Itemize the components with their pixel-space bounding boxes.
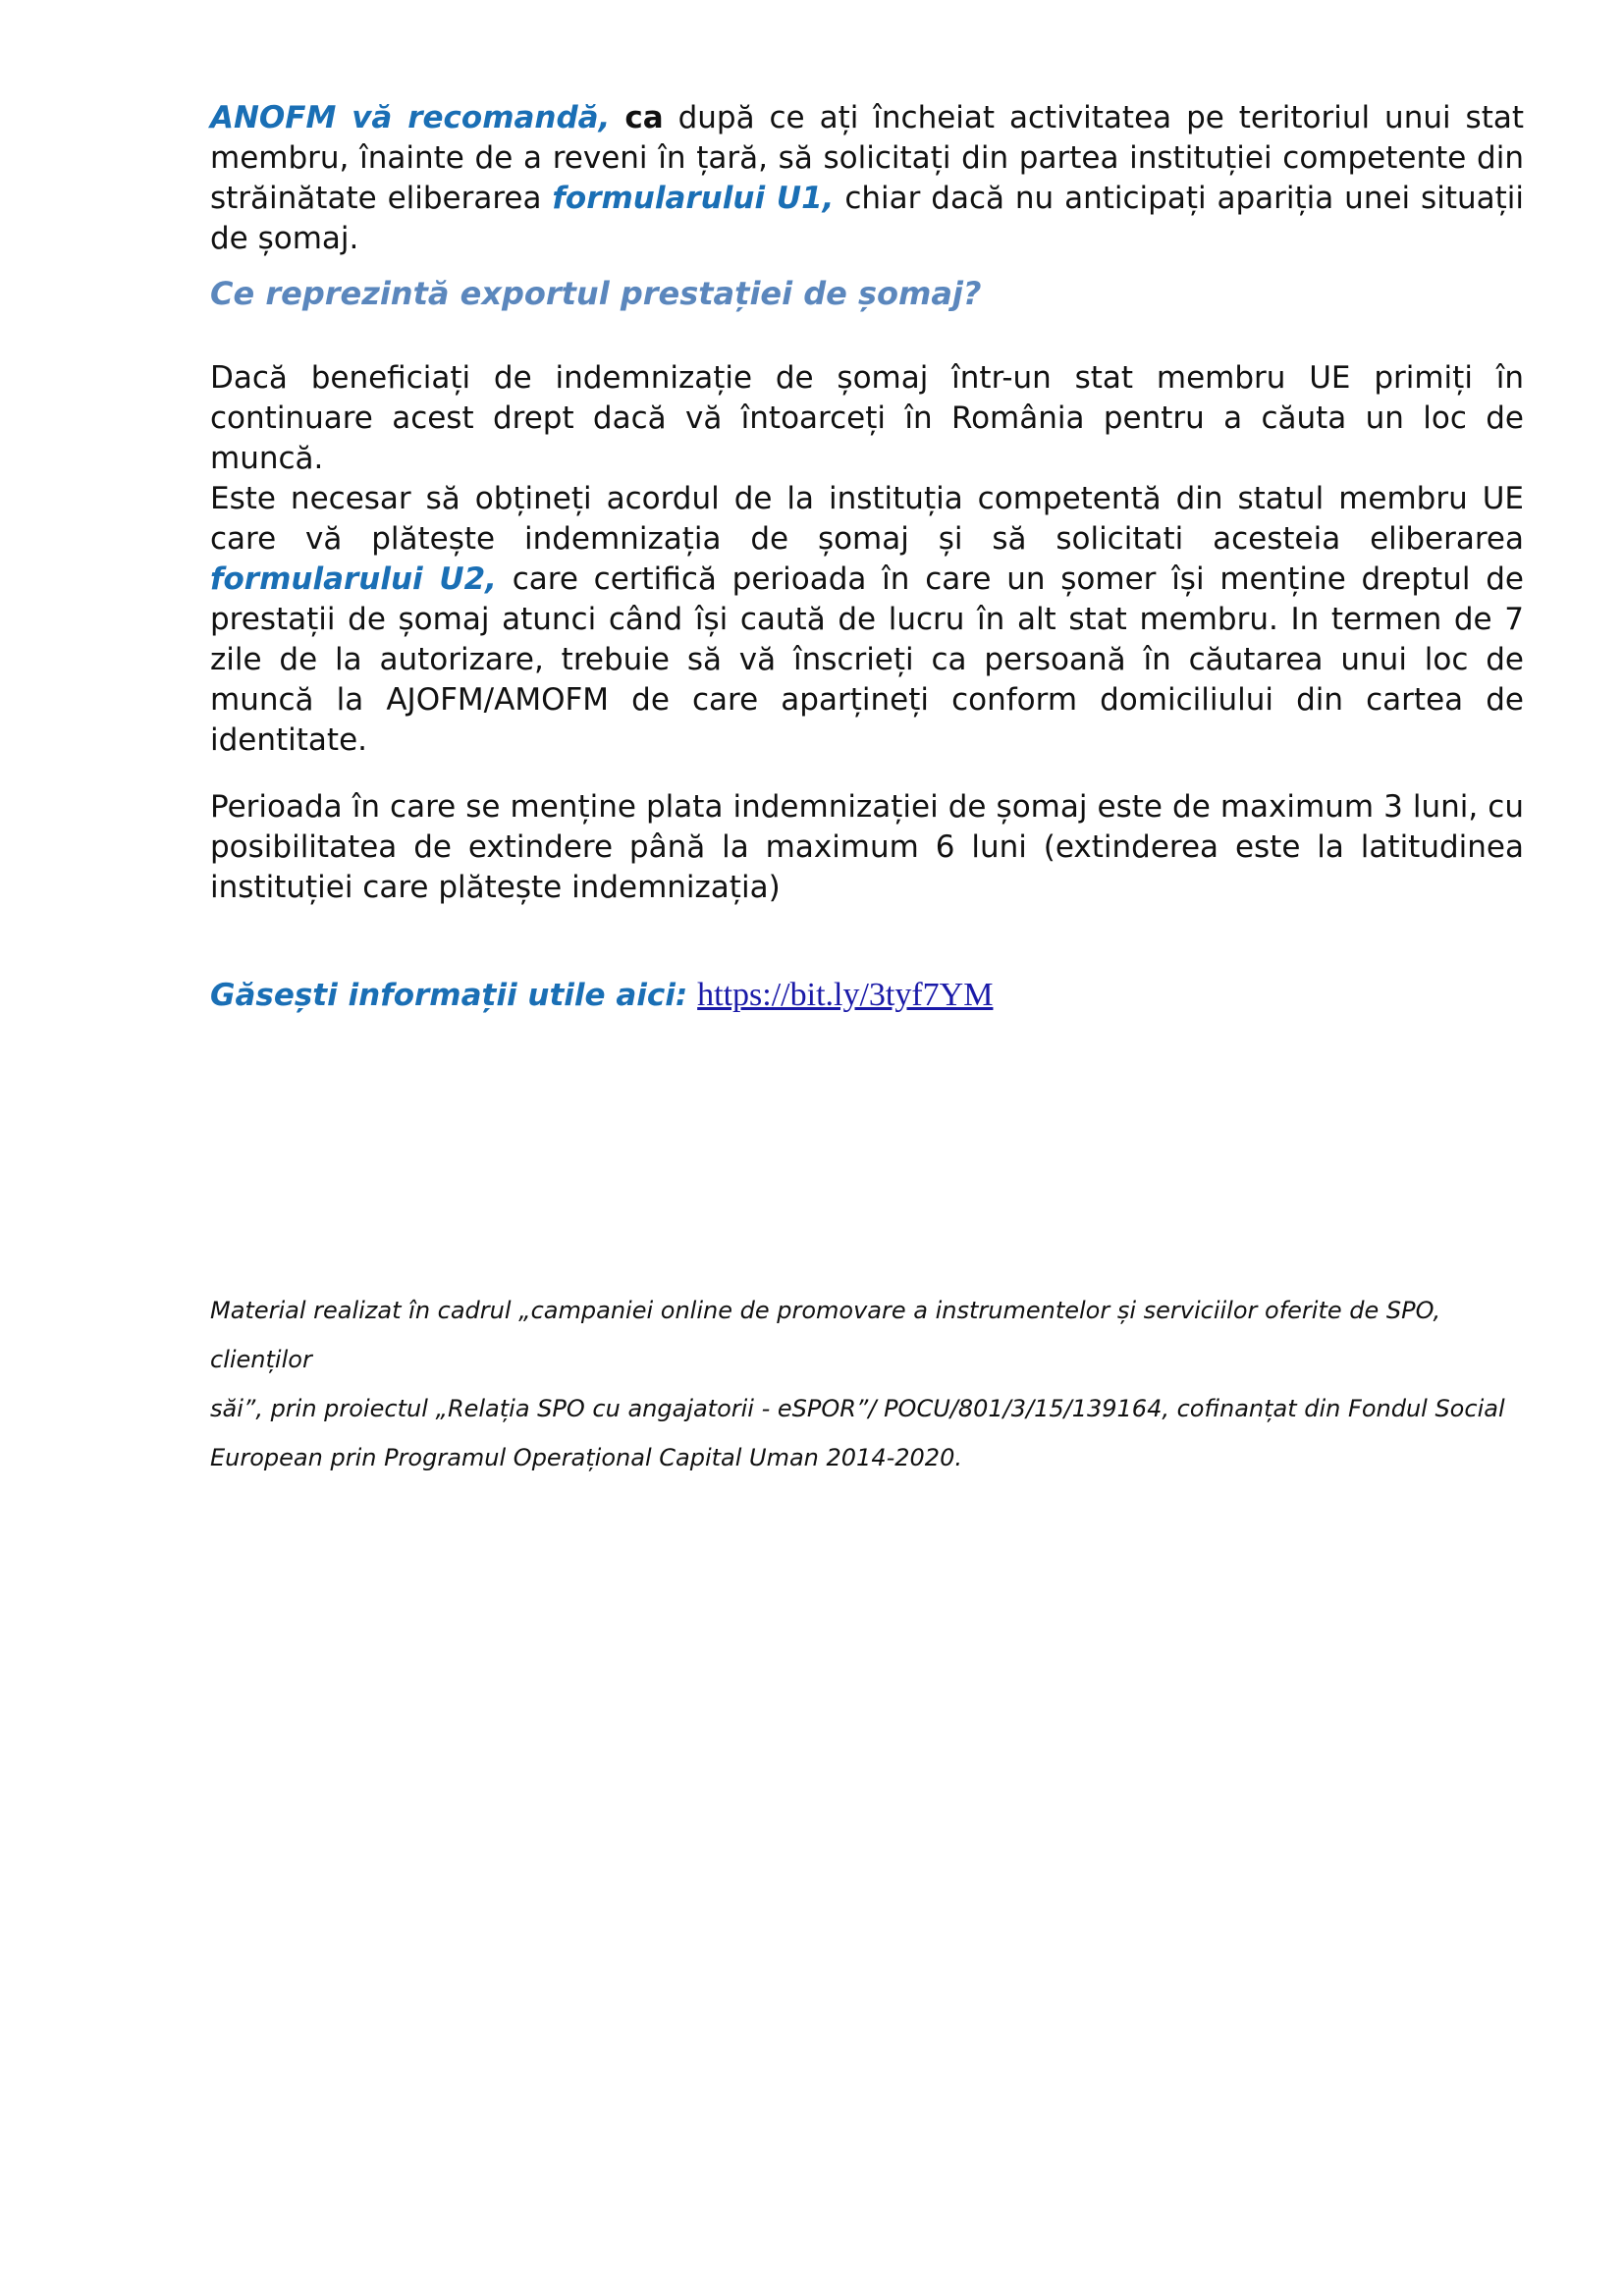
useful-info-line (210, 975, 1524, 1016)
useful-info-label: Găsești informații utile aici: (210, 978, 688, 1013)
para2-text-1: Este necesar să obțineți acordul de la instituția competentă din statul membru UE care vă plătește indemnizația de șomaj și să solicitati acesteia eliberarea (210, 481, 1524, 557)
intro-paragraph (210, 98, 1524, 259)
paragraph-benefit-period: Perioada în care se menține plata indemnizației de șomaj este de maximum 3 luni, cu posibilitatea de extindere până la maximum 6 luni (extinderea este la latitudinea instituției care plătește indemnizația) (210, 789, 1524, 905)
intro-ca: ca (624, 100, 664, 135)
anofm-recommends: ANOFM vă recomandă, (210, 100, 611, 135)
form-u1-mention: formularului U1, (552, 181, 835, 216)
info-link[interactable]: https://bit.ly/3tyf7YM (697, 977, 994, 1013)
para2-text-2: care certifică perioada în care un șomer își menține dreptul de prestații de șomaj atunci când își caută de lucru în alt stat membru. In termen de 7 zile de la autorizare, trebuie să vă înscrieți ca persoană în căutarea unui loc de muncă la AJOFM/AMOFM de care aparțineți conform domiciliului din cartea de identitate. (210, 561, 1524, 758)
footer-line-3: European prin Programul Operațional Capital Uman 2014-2020. (210, 1444, 962, 1471)
intro-text-2: chiar dacă nu anticipați apariția unei situații de șomaj. (210, 181, 1524, 256)
paragraph-u2-form (210, 479, 1524, 761)
footer-note (210, 1286, 1524, 1482)
paragraph-export-benefit: Dacă beneficiați de indemnizație de șomaj într-un stat membru UE primiți în continuare acest drept dacă vă întoarceți în România pentru a căuta un loc de muncă. (210, 360, 1524, 476)
footer-line-2: săi”, prin proiectul „Relația SPO cu angajatorii - eSPOR”/ POCU/801/3/15/139164, cofinanțat din Fondul Social (210, 1395, 1505, 1422)
section-heading: Ce reprezintă exportul prestației de șomaj? (210, 275, 982, 312)
footer-line-1: Material realizat în cadrul „campaniei online de promovare a instrumentelor și serviciilor oferite de SPO, clienților (210, 1297, 1441, 1373)
form-u2-mention: formularului U2, (210, 561, 497, 597)
intro-text-1: după ce ați încheiat activitatea pe teritoriul unui stat membru, înainte de a reveni în țară, să solicitați din partea instituției competente din străinătate eliberarea (210, 100, 1525, 216)
